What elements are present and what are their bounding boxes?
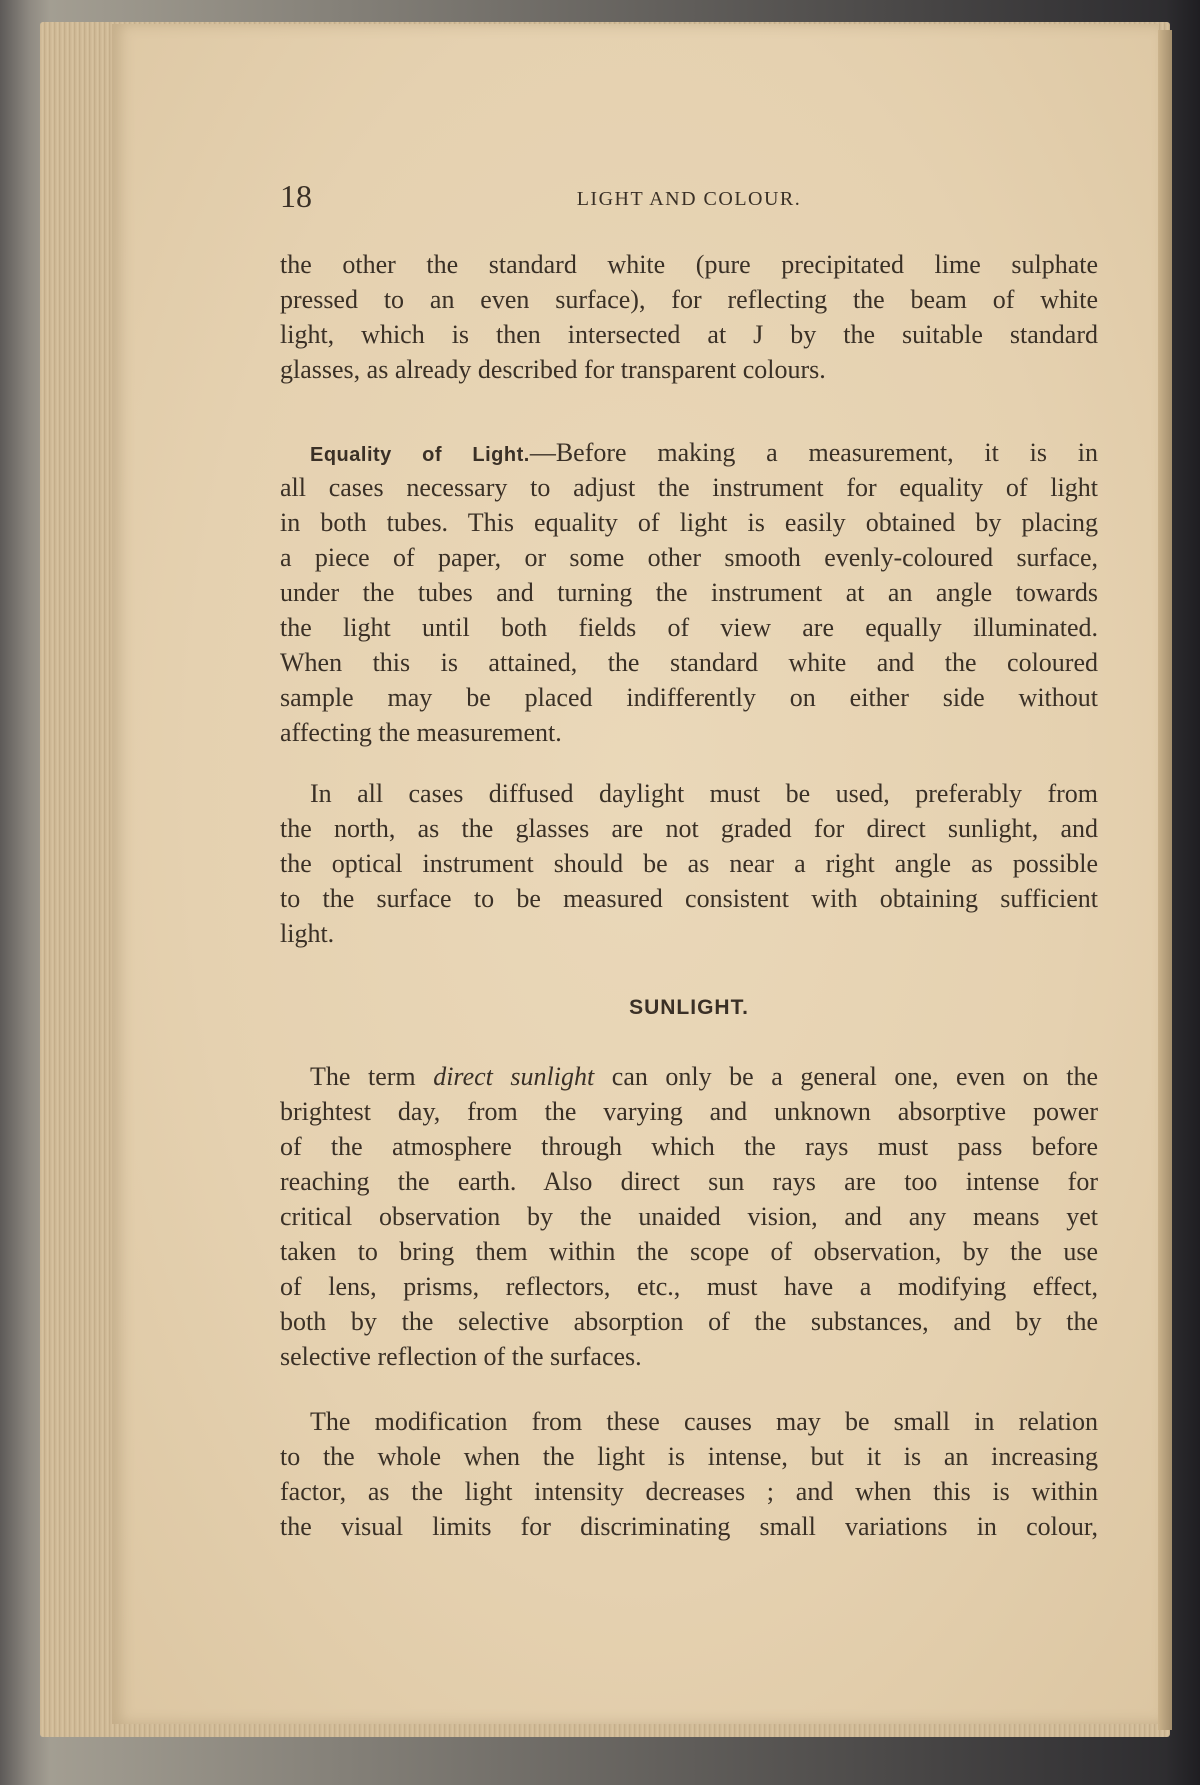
text-line: to the whole when the light is intense, but it is an increasing <box>280 1442 1098 1471</box>
text-line: taken to bring them within the scope of observation, by the use <box>280 1237 1098 1266</box>
text-span: —Before making a measurement, it is in <box>529 438 1098 467</box>
text-line: reaching the earth. Also direct sun rays are too intense for <box>280 1167 1098 1196</box>
text-line: pressed to an even surface), for reflecting the beam of white <box>280 285 1098 314</box>
text-line: the visual limits for discriminating small variations in colour, <box>280 1512 1098 1541</box>
text-line: the other the standard white (pure precipitated lime sulphate <box>280 250 1098 279</box>
text-line: under the tubes and turning the instrument at an angle towards <box>280 578 1098 607</box>
page-right-edge <box>1158 30 1172 1730</box>
text-line: in both tubes. This equality of light is easily obtained by placing <box>280 508 1098 537</box>
paragraph-5 <box>280 1404 1098 1544</box>
paragraph-1 <box>280 247 1098 387</box>
text-line: the light until both fields of view are equally illuminated. <box>280 613 1098 642</box>
text-line: When this is attained, the standard white and the coloured <box>280 648 1098 677</box>
paragraph-4 <box>280 1059 1098 1374</box>
text-line: selective reflection of the surfaces. <box>280 1342 642 1371</box>
page-number: 18 <box>280 178 312 214</box>
text-line: light, which is then intersected at J by the suitable standard <box>280 320 1098 349</box>
text-line: The modification from these causes may be small in relation <box>310 1407 1098 1436</box>
text-line <box>280 435 1098 470</box>
italic-span: direct sunlight <box>433 1062 595 1091</box>
text-line: of lens, prisms, reflectors, etc., must have a modifying effect, <box>280 1272 1098 1301</box>
running-title: LIGHT AND COLOUR. <box>576 188 802 210</box>
text-line: sample may be placed indifferently on either side without <box>280 683 1098 712</box>
text-line: the north, as the glasses are not graded for direct sunlight, and <box>280 814 1098 843</box>
text-line: the optical instrument should be as near a right angle as possible <box>280 849 1098 878</box>
paragraph-equality-of-light <box>280 435 1098 750</box>
text-line: all cases necessary to adjust the instrument for equality of light <box>280 473 1098 502</box>
paragraph-3 <box>280 776 1098 951</box>
text-line: brightest day, from the varying and unknown absorptive power <box>280 1097 1098 1126</box>
text-line: both by the selective absorption of the substances, and by the <box>280 1307 1098 1336</box>
text-span: can only be a general one, even on the <box>594 1062 1098 1091</box>
text-line: to the surface to be measured consistent with obtaining sufficient <box>280 884 1098 913</box>
text-line: light. <box>280 919 335 948</box>
page-header <box>280 178 1098 218</box>
text-line <box>280 1059 1098 1094</box>
text-line: of the atmosphere through which the rays must pass before <box>280 1132 1098 1161</box>
text-line: In all cases diffused daylight must be used, preferably from <box>310 779 1098 808</box>
text-line: critical observation by the unaided vision, and any means yet <box>280 1202 1098 1231</box>
paragraph-heading: Equality of Light. <box>310 444 530 466</box>
text-line: glasses, as already described for transparent colours. <box>280 355 826 384</box>
text-span: The term <box>310 1062 434 1091</box>
text-line: affecting the measurement. <box>280 718 562 747</box>
text-line: a piece of paper, or some other smooth evenly-coloured surface, <box>280 543 1098 572</box>
text-line: factor, as the light intensity decreases ; and when this is within <box>280 1477 1098 1506</box>
section-title: SUNLIGHT. <box>629 996 749 1019</box>
